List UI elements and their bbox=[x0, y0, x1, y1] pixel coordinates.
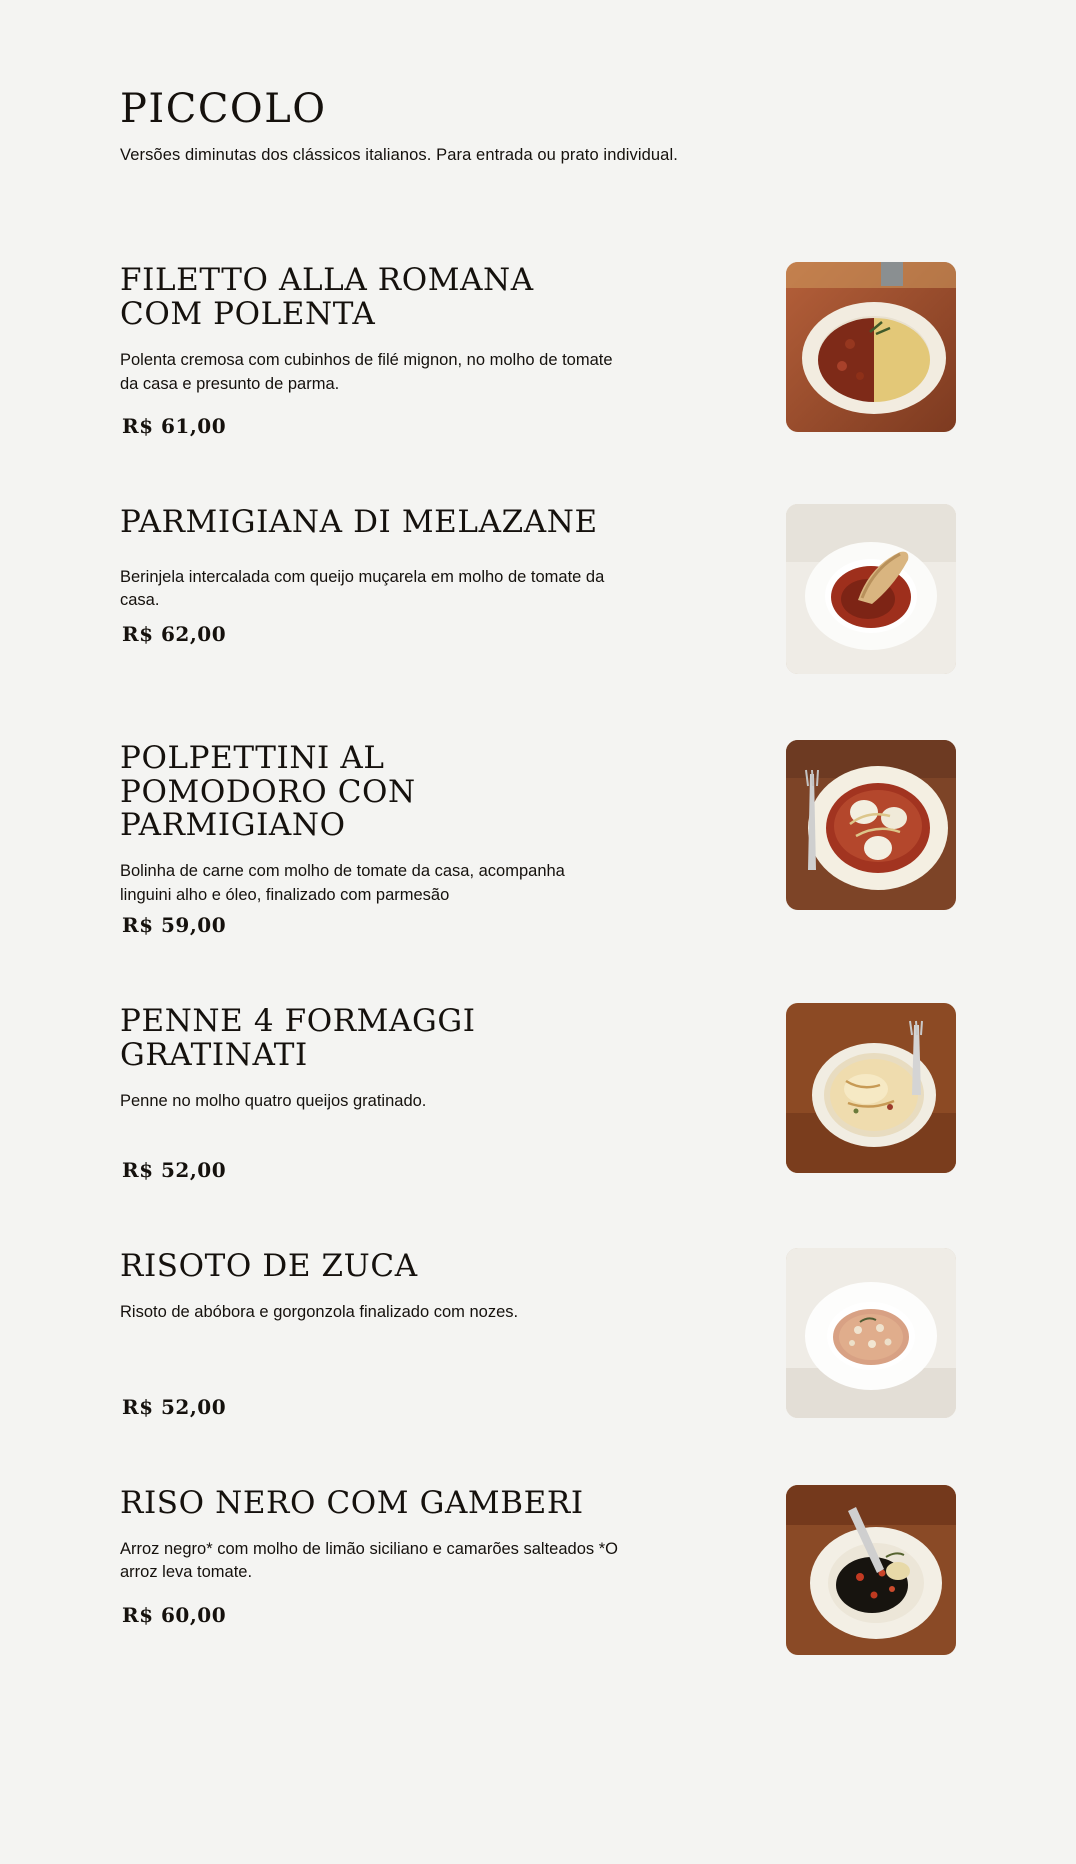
menu-item-name: POLPETTINI AL POMODORO CON PARMIGIANO bbox=[120, 740, 416, 843]
menu-item-name: PENNE 4 FORMAGGI GRATINATI bbox=[120, 1003, 476, 1073]
menu-item-photo bbox=[786, 262, 956, 432]
menu-item-description: Arroz negro* com molho de limão siciliano e camarões salteados *O arroz leva tomate. bbox=[120, 1540, 618, 1582]
menu-item-photo bbox=[786, 1248, 956, 1418]
menu-item-price: R$ 62,00 bbox=[122, 622, 227, 647]
menu-item bbox=[120, 1485, 956, 1655]
menu-item bbox=[120, 740, 956, 937]
menu-item-description: Berinjela intercalada com queijo muçarela em molho de tomate da casa. bbox=[120, 567, 605, 609]
menu-item-text bbox=[120, 1003, 625, 1181]
menu-item-photo bbox=[786, 504, 956, 674]
menu-item-name: FILETTO ALLA ROMANA COM POLENTA bbox=[120, 262, 534, 332]
menu-item-price: R$ 52,00 bbox=[122, 1157, 227, 1182]
menu-item bbox=[120, 262, 956, 438]
menu-item-description: Bolinha de carne com molho de tomate da casa, acompanha linguini alho e óleo, finalizado com parmesão bbox=[120, 862, 565, 904]
menu-item-text bbox=[120, 1485, 625, 1627]
section-subtitle: Versões diminutas dos clássicos italianos. Para entrada ou prato individual. bbox=[120, 146, 678, 164]
menu-item-description: Risoto de abóbora e gorgonzola finalizado com nozes. bbox=[120, 1303, 519, 1322]
menu-item-price: R$ 61,00 bbox=[122, 414, 227, 439]
menu-item bbox=[120, 1248, 956, 1419]
menu-item-text bbox=[120, 740, 625, 937]
menu-item-text bbox=[120, 1248, 625, 1419]
menu-item-description: Penne no molho quatro queijos gratinado. bbox=[120, 1092, 427, 1111]
menu-item-photo bbox=[786, 1003, 956, 1173]
menu-item-price: R$ 60,00 bbox=[122, 1602, 227, 1627]
menu-item-photo bbox=[786, 1485, 956, 1655]
menu-item-text bbox=[120, 504, 625, 646]
page-title: PICCOLO bbox=[120, 86, 327, 132]
menu-item-name: RISO NERO COM GAMBERI bbox=[120, 1484, 584, 1521]
menu-item-name: RISOTO DE ZUCA bbox=[120, 1247, 418, 1284]
menu-item bbox=[120, 504, 956, 674]
menu-item-description: Polenta cremosa com cubinhos de filé mignon, no molho de tomate da casa e presunto de parma. bbox=[120, 351, 613, 393]
menu-list bbox=[120, 262, 956, 1654]
menu-item-name: PARMIGIANA DI MELAZANE bbox=[120, 504, 598, 541]
menu-item-text bbox=[120, 262, 625, 438]
menu-item-photo bbox=[786, 740, 956, 910]
menu-item-price: R$ 59,00 bbox=[122, 913, 227, 938]
section-header bbox=[120, 88, 956, 166]
menu-item-price: R$ 52,00 bbox=[122, 1394, 227, 1419]
menu-item bbox=[120, 1003, 956, 1181]
